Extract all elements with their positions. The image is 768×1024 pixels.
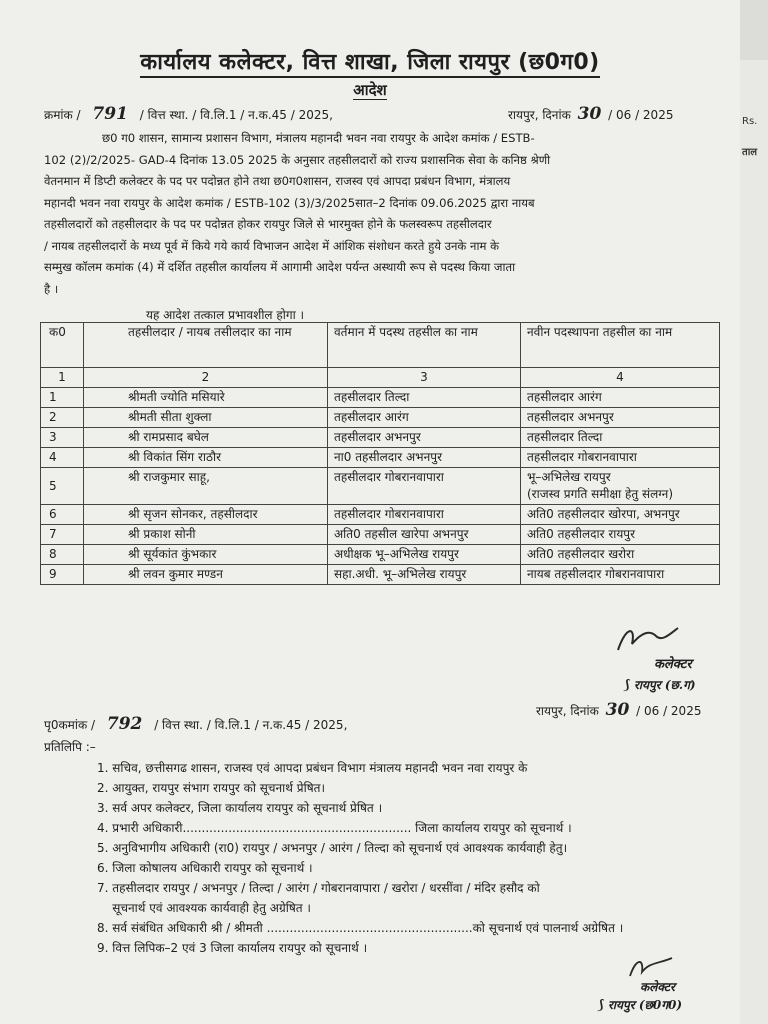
list-item: 2. आयुक्त, रायपुर संभाग रायपुर को सूचनार्थ प्रेषित। — [97, 781, 326, 795]
body-line: सम्मुख कॉलम कमांक (4) में दर्शित तहसील कार्यालय में आगामी आदेश पर्यन्त अस्थायी रूप से पदस्थ किया जाता — [44, 260, 516, 274]
header-new: नवीन पदस्थापना तहसील का नाम — [521, 323, 720, 368]
cell-new: अति0 तहसीलदार रायपुर — [521, 525, 720, 545]
cell-new: तहसीलदार गोबरानवापारा — [521, 448, 720, 468]
copy-label: प्रतिलिपि :– — [44, 740, 96, 754]
cell-name: श्री सृजन सोनकर, तहसीलदार — [84, 505, 328, 525]
copy-list — [97, 758, 737, 958]
cell-current: तहसीलदार अभनपुर — [328, 428, 521, 448]
cell-new: अति0 तहसीलदार खरोरा — [521, 545, 720, 565]
signature-title-2: कलेक्टर — [640, 980, 675, 994]
cell-new: तहसीलदार आरंग — [521, 388, 720, 408]
cell-name: श्री विकांत सिंग राठौर — [84, 448, 328, 468]
cell-name: श्री रामप्रसाद बघेल — [84, 428, 328, 448]
cell-new: तहसीलदार अभनपुर — [521, 408, 720, 428]
cell-serial: 7 — [41, 525, 84, 545]
body-line: है । — [44, 281, 59, 296]
cell-current: तहसीलदार आरंग — [328, 408, 521, 428]
table-row — [41, 505, 720, 525]
list-item: 3. सर्व अपर कलेक्टर, जिला कार्यालय रायपुर को सूचनार्थ प्रेषित । — [97, 801, 383, 815]
edge-text-2: ताल — [742, 147, 758, 158]
list-item: 6. जिला कोषालय अधिकारी रायपुर को सूचनार्थ । — [97, 861, 313, 875]
endorsement-date-day: 30 — [605, 700, 630, 720]
table-row — [41, 408, 720, 428]
signature-place-1: ⟆ रायपुर (छ.ग) — [624, 678, 696, 693]
cell-name: श्रीमती ज्योति मसियारे — [84, 388, 328, 408]
signature-place-2: ⟆ रायपुर (छ0ग0) — [598, 998, 683, 1013]
table-row — [41, 448, 720, 468]
effective-line: यह आदेश तत्काल प्रभावशील होगा । — [146, 308, 305, 322]
body-line: / नायब तहसीलदारों के मध्य पूर्व में किये गये कार्य विभाजन आदेश में आंशिक संशोधन करते हुये उनके नाम के — [44, 238, 499, 253]
cell-name: श्री राजकुमार साहू, — [84, 468, 328, 505]
cell-current: अधीक्षक भू–अभिलेख रायपुर — [328, 545, 521, 565]
list-item: 1. सचिव, छत्तीसगढ शासन, राजस्व एवं आपदा प्रबंधन विभाग मंत्रालय महानदी भवन नवा रायपुर के — [97, 761, 528, 775]
endorsement-prefix: पृ0कमांक / — [44, 718, 96, 732]
order-date: रायपुर, दिनांक 30 / 06 / 2025 — [508, 104, 674, 124]
cell-serial: 6 — [41, 505, 84, 525]
cell-new: नायब तहसीलदार गोबरानवापारा — [521, 565, 720, 585]
body-line: वेतनमान में डिप्टी कलेक्टर के पद पर पदोन्नत होने तथा छ0ग0शासन, राजस्व एवं आपदा प्रबंधन विभाग, मंत्रालय — [44, 174, 511, 188]
cell-name: श्री सूर्यकांत कुंभकार — [84, 545, 328, 565]
cell-new-line2: (राजस्व प्रगति समीक्षा हेतु संलग्न) — [527, 487, 674, 501]
body-line: छ0 ग0 शासन, सामान्य प्रशासन विभाग, मंत्रालय महानदी भवन नवा रायपुर के आदेश कमांक / ESTB- — [102, 131, 535, 145]
cell-serial: 1 — [41, 388, 84, 408]
body-line: 102 (2)/2/2025- GAD-4 दिनांक 13.05 2025 के अनुसार तहसीलदारों को राज्य प्रशासनिक सेवा के कनिष्ठ श्रेणी — [44, 152, 551, 167]
col-num: 2 — [84, 368, 328, 388]
header-name: तहसीलदार / नायब तसीलदार का नाम — [84, 323, 328, 368]
table-row — [41, 545, 720, 565]
list-item: सूचनार्थ एवं आवश्यक कार्यवाही हेतु अग्रेषित । — [97, 901, 311, 915]
cell-serial: 9 — [41, 565, 84, 585]
header-current: वर्तमान में पदस्थ तहसील का नाम — [328, 323, 521, 368]
cell-current: तहसीलदार तिल्दा — [328, 388, 521, 408]
table-row — [41, 468, 720, 505]
col-num: 4 — [521, 368, 720, 388]
cell-new: अति0 तहसीलदार खोरपा, अभनपुर — [521, 505, 720, 525]
list-item: 7. तहसीलदार रायपुर / अभनपुर / तिल्दा / आरंग / गोबरानवापारा / खरोरा / धरसींवा / मंदिर हसौद को — [97, 881, 540, 895]
endorsement-number: 792 — [106, 714, 143, 734]
order-body — [44, 128, 720, 300]
cell-current: तहसीलदार गोबरानवापारा — [328, 468, 521, 505]
office-title: कार्यालय कलेक्टर, वित्त शाखा, जिला रायपुर (छ0ग0) — [0, 46, 740, 76]
list-item: 8. सर्व संबंधित अधिकारी श्री / श्रीमती ......................................................को सूचनार्थ एवं पालनार्थ अग्रेषित । — [97, 921, 624, 935]
cell-new: तहसीलदार तिल्दा — [521, 428, 720, 448]
list-item: 9. वित्त लिपिक–2 एवं 3 जिला कार्यालय रायपुर को सूचनार्थ । — [97, 941, 368, 955]
posting-table — [40, 322, 720, 585]
cell-name: श्री लवन कुमार मण्डन — [84, 565, 328, 585]
cell-current: सहा.अधी. भू–अभिलेख रायपुर — [328, 565, 521, 585]
col-num: 3 — [328, 368, 521, 388]
endorsement-ref: / वित्त स्था. / वि.लि.1 / न.क.45 / 2025, — [154, 718, 348, 732]
header-serial: क0 — [41, 323, 84, 368]
cell-serial: 2 — [41, 408, 84, 428]
cell-new-line1: भू–अभिलेख रायपुर — [527, 470, 611, 484]
table-row — [41, 525, 720, 545]
cell-current: ना0 तहसीलदार अभनपुर — [328, 448, 521, 468]
order-prefix: क्रमांक / — [44, 108, 81, 122]
endorsement-line — [44, 714, 347, 734]
cell-serial: 5 — [41, 468, 84, 505]
table-header-row — [41, 323, 720, 368]
column-number-row — [41, 368, 720, 388]
table-row — [41, 565, 720, 585]
list-item: 4. प्रभारी अधिकारी............................................................ जिला कार्यालय रायपुर को सूचनार्थ । — [97, 821, 572, 835]
cell-current: अति0 तहसील खारेपा अभनपुर — [328, 525, 521, 545]
cell-serial: 3 — [41, 428, 84, 448]
cell-name: श्रीमती सीता शुक्ला — [84, 408, 328, 428]
body-line: तहसीलदारों को तहसीलदार के पद पर पदोन्नत होकर रायपुर जिले से भारमुक्त होने के फलस्वरूप तहसीलदार — [44, 217, 492, 231]
cell-current: तहसीलदार गोबरानवापारा — [328, 505, 521, 525]
order-number: 791 — [92, 104, 128, 124]
list-item: 5. अनुविभागीय अधिकारी (रा0) रायपुर / अभनपुर / आरंग / तिल्दा को सूचनार्थ एवं आवश्यक कार्यवाही हेतु। — [97, 841, 568, 855]
signature-title-1: कलेक्टर — [654, 657, 692, 672]
cell-serial: 4 — [41, 448, 84, 468]
col-num: 1 — [41, 368, 84, 388]
order-heading: आदेश — [353, 81, 387, 99]
endorsement-date: रायपुर, दिनांक 30 / 06 / 2025 — [536, 700, 702, 720]
edge-text-1: Rs. — [742, 116, 758, 127]
cell-name: श्री प्रकाश सोनी — [84, 525, 328, 545]
cell-serial: 8 — [41, 545, 84, 565]
table-row — [41, 388, 720, 408]
order-date-day: 30 — [577, 104, 602, 124]
order-ref: / वित्त स्था. / वि.लि.1 / न.क.45 / 2025, — [139, 108, 333, 122]
body-line: महानदी भवन नवा रायपुर के आदेश कमांक / ESTB-102 (3)/3/2025सात–2 दिनांक 09.06.2025 द्वारा नायब — [44, 195, 535, 210]
order-number-line — [44, 104, 333, 124]
cell-new — [521, 468, 720, 505]
table-row — [41, 428, 720, 448]
